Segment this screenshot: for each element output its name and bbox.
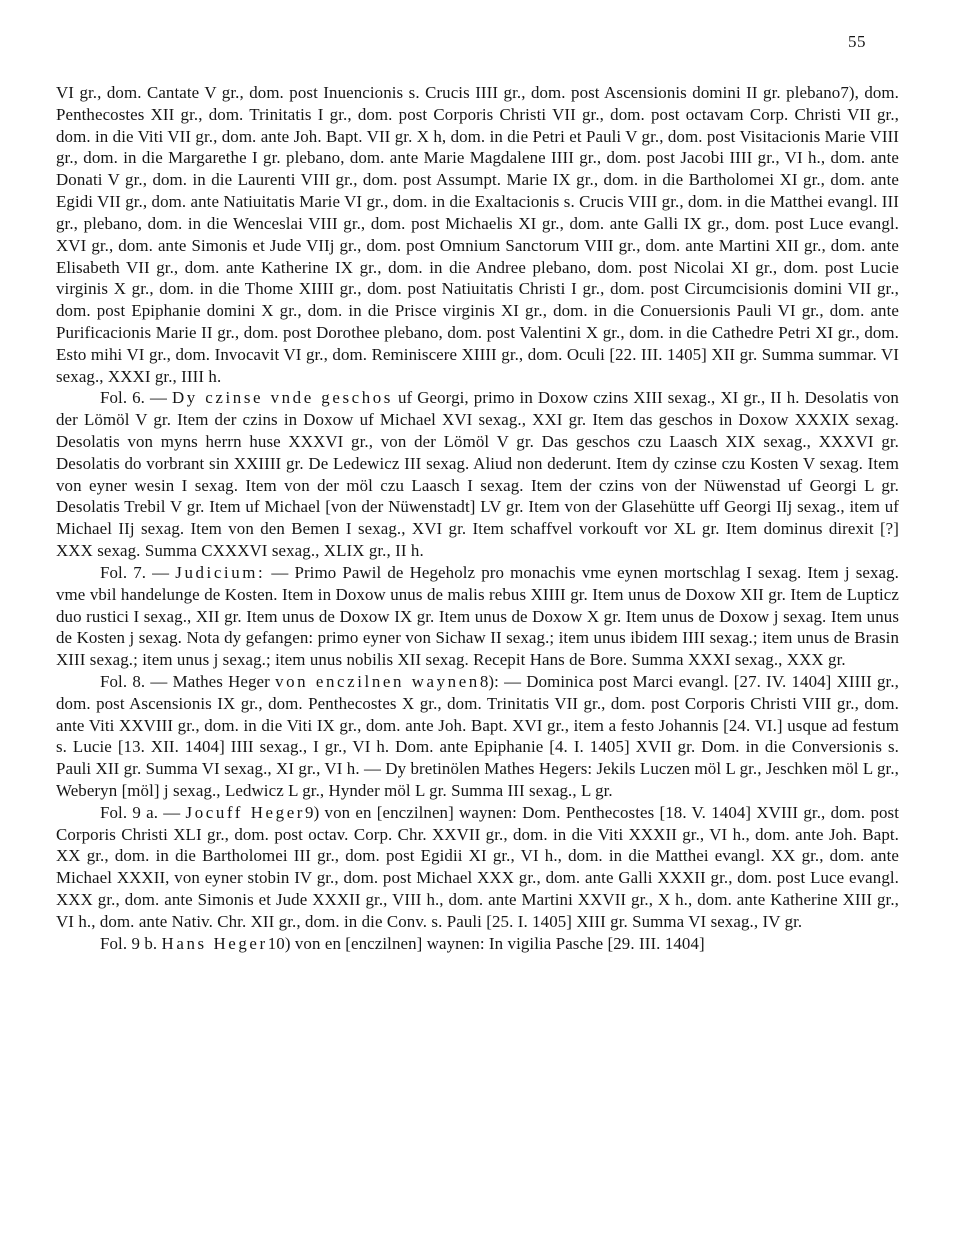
paragraph-continuation [56, 82, 899, 387]
spaced-heading: Dy czinse vnde geschos [171, 388, 393, 408]
spaced-heading: Jocuff Heger [185, 802, 306, 822]
paragraph-fol-8 [56, 671, 899, 802]
folio-ref: Fol. 8. — Mathes Heger [100, 671, 276, 691]
paragraph-text: 8): — Dominica post Marci evangl. [27. IV. 1404] XIIII gr., dom. post Ascensionis IX gr., dom. Penthecostes X gr., dom. Trinitatis VII gr., dom. post Corporis Christi VIII gr., dom. ante Viti XXVIII gr., dom. in die Viti IX gr., dom. ante Joh. Bapt. XVI gr., item a festo Johannis [24. VI.] usque ad festum s. Lucie [13. XII. 1404] IIII sexag., I gr., VI h. Dom. ante Epiphanie [4. I. 1405] XVII gr. Dom. in die Conversionis s. Pauli XII gr. Summa VI sexag., XI gr., VI h. — Dy bretinölen Mathes Hegers: Jekils Luczen möl L gr., Jeschken möl L gr., Weberyn [möl] j sexag., Ledwicz L gr., Hynder möl L gr. Summa III sexag., L gr. [56, 671, 899, 800]
paragraph-text: VI gr., dom. Cantate V gr., dom. post Inuencionis s. Crucis IIII gr., dom. post Ascensionis domini II gr. plebano7), dom. Penthecostes XII gr., dom. Trinitatis I gr., dom. post Corporis Christi VII gr., dom. post octavam Corp. Christi VII gr., dom. in die Viti VII gr., dom. ante Joh. Bapt. VII gr. X h, dom. in die Petri et Pauli V gr., dom. post Visitacionis Marie VIII gr., dom. in die Margarethe I gr. plebano, dom. ante Marie Magdalene IIII gr., dom. post Jacobi IIII gr., VI h., dom. ante Donati V gr., dom. in die Laurenti VIII gr., dom. post Assumpt. Marie IX gr., dom. in die Bartholomei XI gr., dom. ante Egidi VII gr., dom. ante Natiuitatis Marie VI gr., dom. in die Exaltacionis s. Crucis VIII gr., dom. in die Matthei evangl. III gr., plebano, dom. in die Wenceslai VIII gr., dom. post Michaelis XI gr., dom. ante Galli IX gr., dom. post Luce evangl. XVI gr., dom. ante Simonis et Jude VIIj gr., dom. post Omnium Sanctorum VIII gr., dom. ante Martini XII gr., dom. ante Elisabeth VII gr., dom. ante Katherine IX gr., dom. in die Andree plebano, dom. post Nicolai XI gr., dom. post Lucie virginis X gr., dom. in die Thome XIIII gr., dom. post Natiuitatis Christi I gr., dom. post Circumcisionis domini VII gr., dom. post Epiphanie domini X gr., dom. in die Prisce virginis XI gr., dom. in die Conuersionis Pauli VI gr., dom. ante Purificacionis Marie II gr., dom. post Dorothee plebano, dom. post Valentini X gr., dom. in die Cathedre Petri XI gr., dom. Esto mihi VI gr., dom. Invocavit VI gr., dom. Reminiscere XIIII gr., dom. Oculi [22. III. 1405] XII gr. Summa summar. VI sexag., XXXI gr., IIII h. [56, 83, 899, 386]
folio-ref: Fol. 6. — [100, 388, 172, 408]
folio-ref: Fol. 7. — [100, 562, 176, 582]
paragraph-text: 9) von en [enczilnen] waynen: Dom. Penthecostes [18. V. 1404] XVIII gr., dom. post Corporis Christi XLI gr., dom. post octav. Corp. Chr. XXVII gr., dom. in die Viti XXXII gr., VI h., dom. ante Joh. Bapt. XX gr., dom. in die Bartholomei III gr., dom. post Egidii XI gr., VI h., dom. in die Matthei evangl. XX gr., dom. ante Michael XXXII, von eyner stobin IV gr., dom. post Michael XXX gr., dom. ante Galli XXXII gr., dom. post Luce evangl. XXX gr., dom. ante Simonis et Jude XXXII gr., VIII h., dom. ante Martini XXVII gr., X h., dom. ante Katherine XIII gr., VI h., dom. ante Nativ. Chr. XII gr., dom. in die Conv. s. Pauli [25. I. 1405] XIII gr. Summa VI sexag., IV gr. [56, 802, 900, 931]
folio-ref: Fol. 9 b. [100, 933, 162, 953]
paragraph-fol-9a [56, 802, 899, 933]
page-number: 55 [848, 32, 866, 51]
spaced-heading: von enczilnen waynen [275, 671, 480, 691]
paragraph-fol-6 [56, 387, 899, 562]
spaced-heading: Judicium: [175, 562, 266, 582]
paragraph-fol-7 [56, 562, 899, 671]
paragraph-text: 10) von en [enczilnen] waynen: In vigilia Pasche [29. III. 1404] [267, 933, 705, 953]
paragraph-text: — Primo Pawil de Hegeholz pro monachis vme eynen mortschlag I sexag. Item j sexag. vme vbil handelunge de Kosten. Item in Doxow unus de malis rebus XIIII gr. Item unus de Doxow XII gr. Item de Lupticz duo rustici I sexag., XII gr. Item unus de Doxow IX gr. Item unus de Doxow X gr. Item unus de Doxow j sexag. Item unus de Kosten j sexag. Nota dy gefangen: primo eyner von Sichaw II sexag.; item unus ibidem IIII sexag.; item unus de Brasin XIII sexag.; item unus j sexag.; item unus nobilis XII sexag. Recepit Hans de Bore. Summa XXXI sexag., XXX gr. [56, 562, 899, 670]
body-text [56, 82, 899, 955]
spaced-heading: Hans Heger [161, 933, 268, 953]
paragraph-fol-9b [56, 933, 899, 955]
folio-ref: Fol. 9 a. — [100, 802, 186, 822]
paragraph-text: uf Georgi, primo in Doxow czins XIII sexag., XI gr., II h. Desolatis von der Lömöl V gr. Item der czins in Doxow uf Michael XVI sexag., XXI gr. Item das geschos in Doxow XXXIX sexag. Desolatis von myns herrn huse XXXVI gr., von der Lömöl V gr. Das geschos czu Laasch XIX sexag., XXXVI gr. Desolatis do vorbrant sin XXIIII gr. De Ledewicz III sexag. Aliud non dederunt. Item dy czinse czu Kosten V sexag. Item von eyner wesin I sexag. Item von der möl czu Laasch I sexag. Item der czins von der Nüwenstad uf Georgi L gr. Desolatis Trebil V gr. Item uf Michael [von der Nüwenstadt] LV gr. Item von der Glasehütte uff Georgi IIj sexag., item uf Michael IIj sexag. Item von den Bemen I sexag., XVI gr. Item schaffvel vorkouft vor XL gr. Item dominus direxit [?] XXX sexag. Summa CXXXVI sexag., XLIX gr., II h. [56, 388, 899, 561]
